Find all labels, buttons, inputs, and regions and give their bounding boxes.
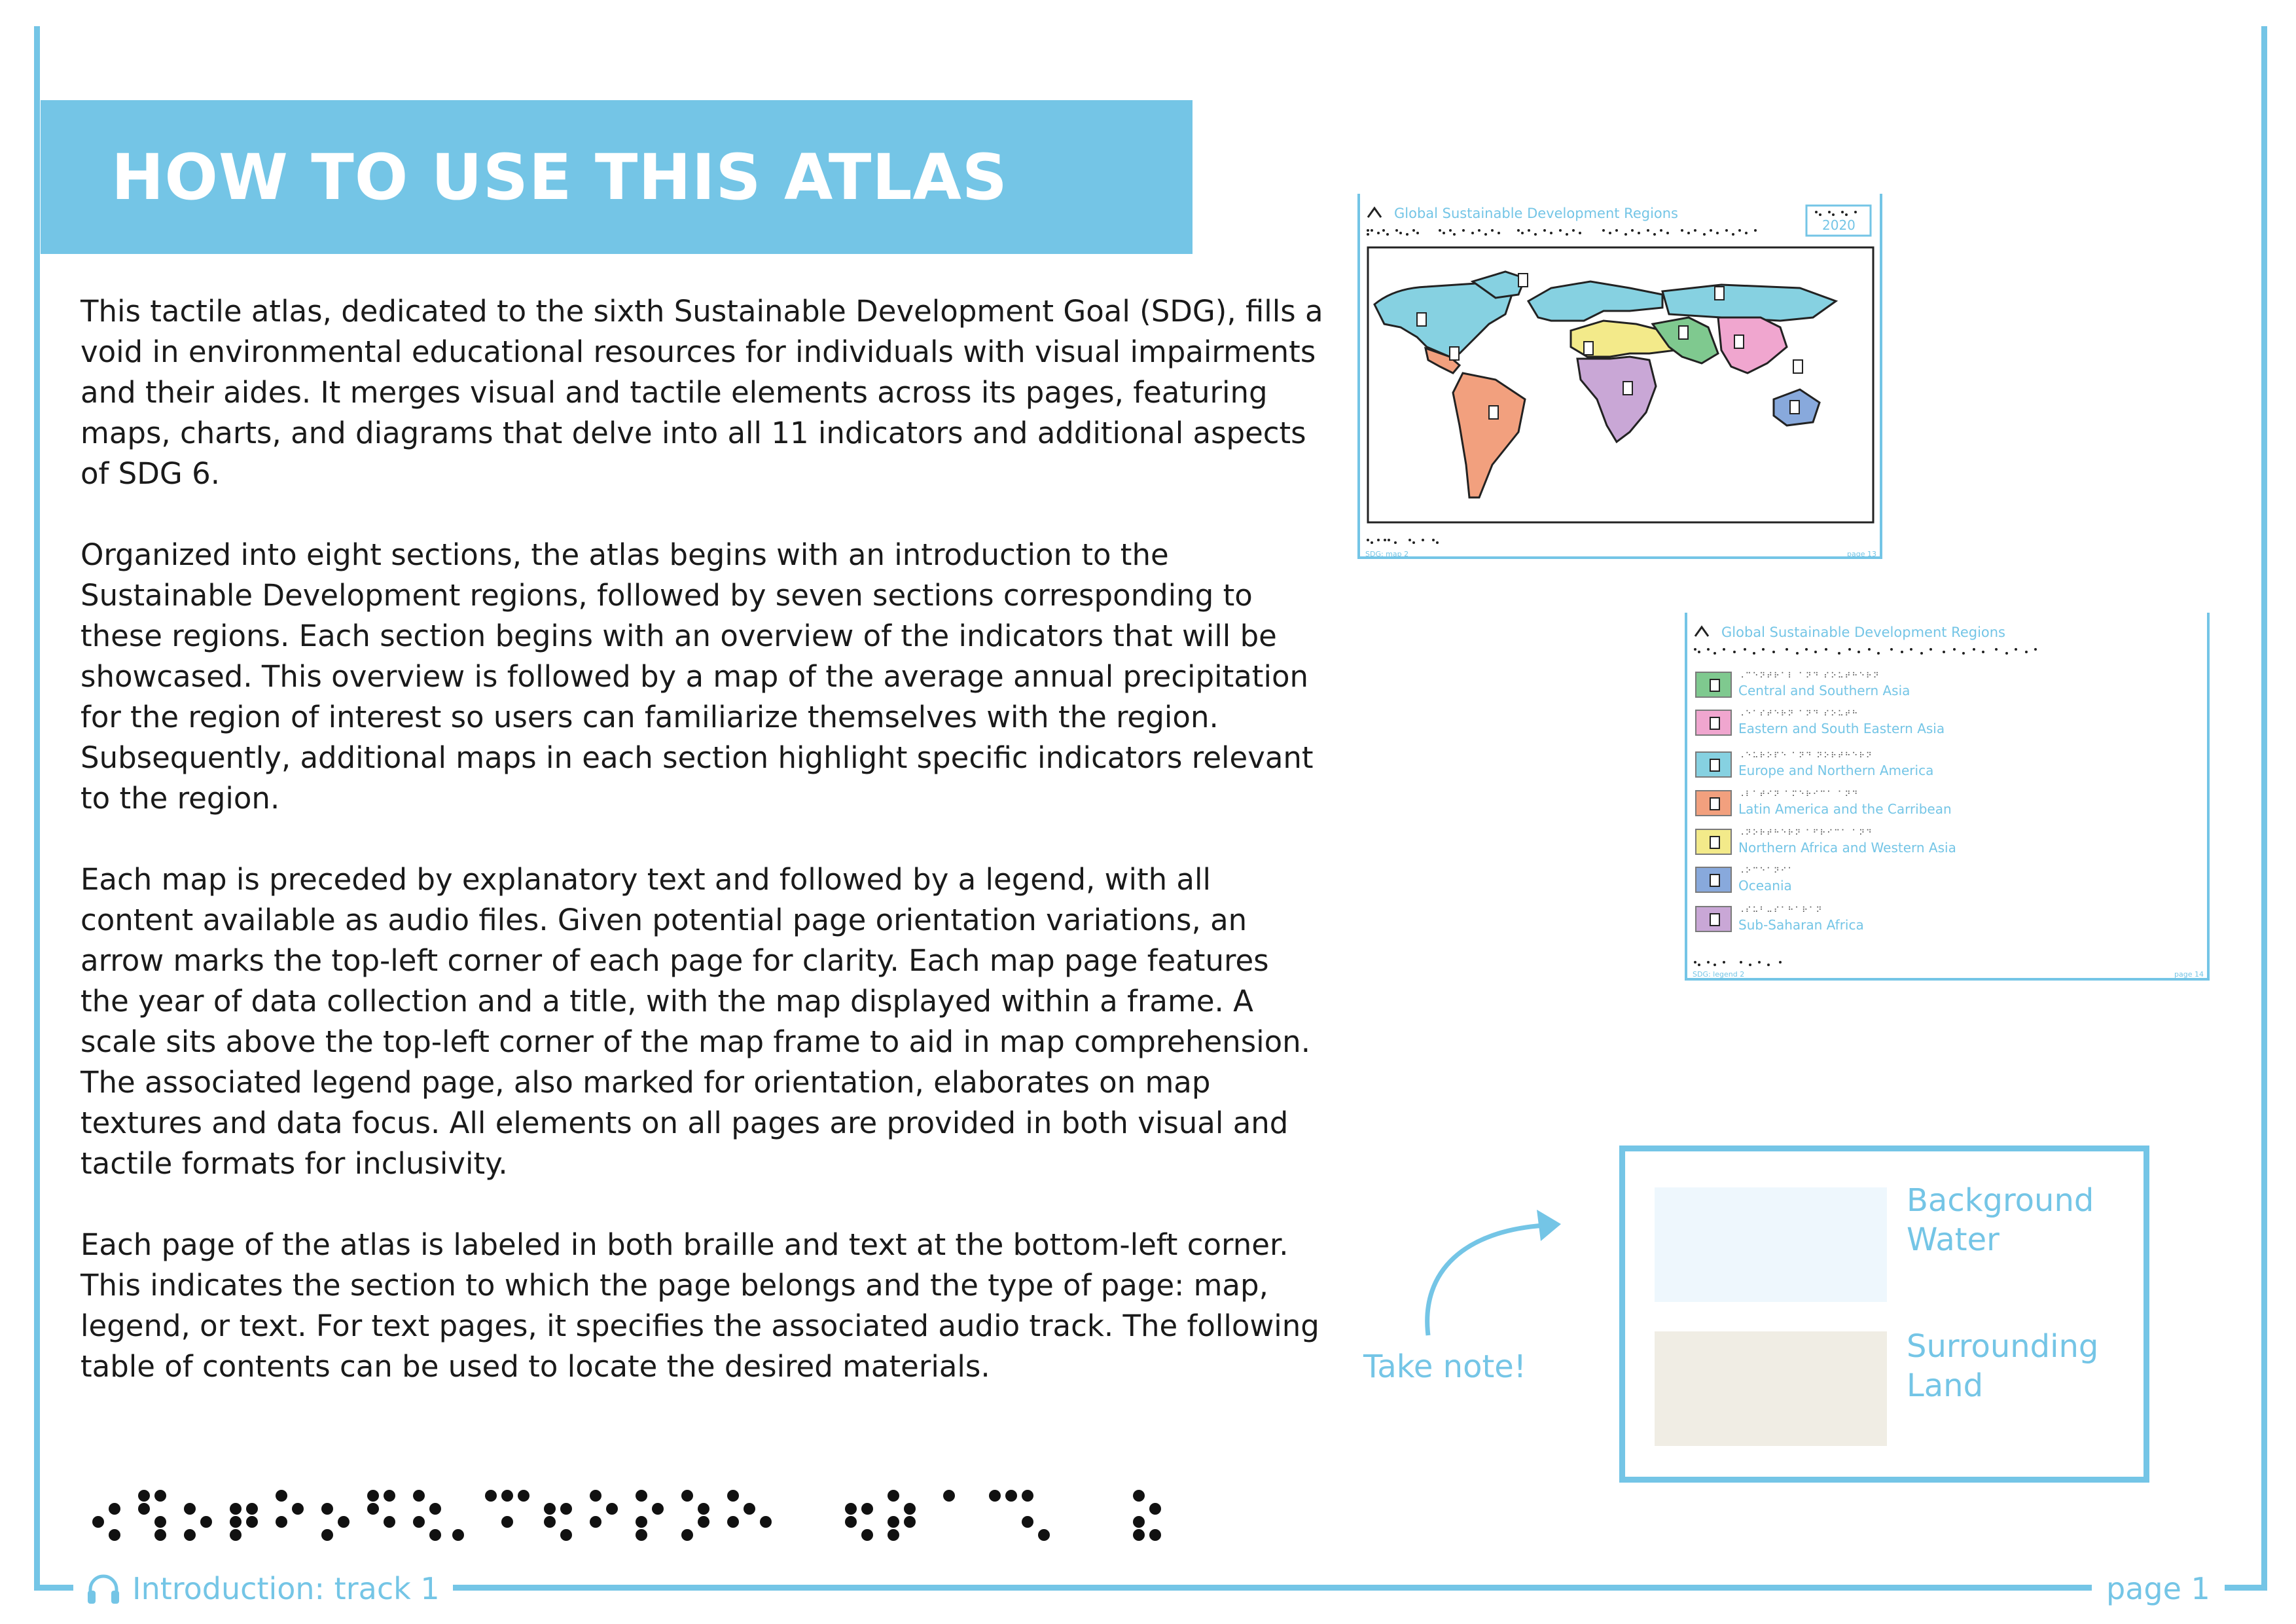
legend-row-europe-north-america: ⠠⠑⠥⠗⠕⠏⠑ ⠁⠝⠙ ⠝⠕⠗⠞⠓⠑⠗⠝ Europe and Northern America bbox=[1695, 751, 1933, 778]
map-thumbnail-page-number: page 13 bbox=[1847, 550, 1876, 558]
legend-row-north-africa-west-asia: ⠠⠝⠕⠗⠞⠓⠑⠗⠝ ⠁⠋⠗⠊⠉⠁ ⠁⠝⠙ Northern Africa and Western Asia bbox=[1695, 829, 1956, 855]
page-title: HOW TO USE THIS ATLAS bbox=[111, 141, 1008, 214]
paragraph-sections: Organized into eight sections, the atlas begins with an introduction to the Sustainable Development regions, followed by seven sections corresponding to these regions. Each section begins with an overview of the indicators that will be showcased. This overview is followed by a map of the average annual precipitation for the region of interest so users can familiarize themselves with the region. Subsequently, additional maps in each section highlight specific indicators relevant to the region. bbox=[81, 537, 1314, 816]
legend-row-sub-saharan-africa: ⠠⠎⠥⠃⠤⠎⠁⠓⠁⠗⠁⠝ Sub-Saharan Africa bbox=[1695, 906, 1864, 932]
map-thumbnail-title: Global Sustainable Development Regions bbox=[1394, 206, 1678, 221]
paragraph-labels: Each page of the atlas is labeled in both braille and text at the bottom-left corner. This indicates the section to which the page belongs and the type of page: map, legend, or text. For text pages, it specifies the associated audio track. The following table of contents can be used to locate the desired materials. bbox=[81, 1227, 1319, 1384]
body-text bbox=[81, 291, 1324, 1428]
map-thumbnail-frame bbox=[1355, 190, 1885, 563]
legend-row-latin-america: ⠠⠇⠁⠞⠊⠝ ⠁⠍⠑⠗⠊⠉⠁ ⠁⠝⠙ Latin America and the Carribean bbox=[1695, 790, 1952, 816]
legend-row-oceania: ⠠⠕⠉⠑⠁⠝⠊⠁ Oceania bbox=[1695, 867, 1795, 893]
legend-swatch bbox=[1695, 710, 1732, 736]
legend-swatch bbox=[1695, 906, 1732, 932]
orientation-arrow-icon bbox=[1368, 208, 1381, 217]
legend-thumbnail-page-number: page 14 bbox=[2174, 970, 2204, 979]
legend-thumbnail-title: Global Sustainable Development Regions bbox=[1721, 624, 2005, 640]
map-page-thumbnail bbox=[1355, 190, 1885, 563]
legend-page-thumbnail bbox=[1682, 609, 2212, 984]
headphones-icon bbox=[86, 1572, 120, 1605]
surrounding-land-label-line2: Land bbox=[1907, 1367, 1984, 1404]
paragraph-maps: Each map is preceded by explanatory text and followed by a legend, with all content available as audio files. Given potential page orientation variations, an arrow marks the top-left corner of each page for clarity. Each map page features the year of data collection and a title, with the map displayed within a frame. A scale sits above the top-left corner of the map frame to aid in map comprehension. The associated legend page, also marked for orientation, elaborates on map textures and data focus. All elements on all pages are provided in both visual and tactile formats for inclusivity. bbox=[81, 862, 1310, 1181]
page-frame-right bbox=[2261, 26, 2267, 1591]
legend-row-east-southeast-asia: ⠠⠑⠁⠎⠞⠑⠗⠝ ⠁⠝⠙ ⠎⠕⠥⠞⠓ Eastern and South Eastern Asia bbox=[1695, 710, 1945, 736]
surrounding-land-swatch bbox=[1655, 1331, 1887, 1446]
braille-text bbox=[79, 1470, 1165, 1548]
legend-label: Latin America and the Carribean bbox=[1738, 801, 1952, 817]
section-track-label: Introduction: track 1 bbox=[132, 1571, 440, 1606]
legend-row-central-southern-asia: ⠠⠉⠑⠝⠞⠗⠁⠇ ⠁⠝⠙ ⠎⠕⠥⠞⠓⠑⠗⠝ Central and Southern Asia bbox=[1695, 672, 1910, 698]
map-thumbnail-year: 2020 bbox=[1822, 217, 1856, 233]
legend-label: Northern Africa and Western Asia bbox=[1738, 840, 1956, 856]
page-frame-left bbox=[34, 26, 40, 1591]
page-section-label bbox=[73, 1566, 453, 1612]
background-water-label-line2: Water bbox=[1907, 1221, 2000, 1258]
legend-swatch bbox=[1695, 790, 1732, 816]
surrounding-land-label bbox=[1907, 1327, 2098, 1405]
legend-label: Oceania bbox=[1738, 878, 1792, 893]
legend-swatch bbox=[1695, 829, 1732, 855]
legend-swatch bbox=[1695, 751, 1732, 778]
orientation-arrow-icon bbox=[1695, 627, 1708, 636]
legend-swatch bbox=[1695, 867, 1732, 893]
paragraph-intro: This tactile atlas, dedicated to the sixth Sustainable Development Goal (SDG), fills a void in environmental educational resources for individuals with visual impairments and their aides. It merges visual and tactile elements across its pages, featuring maps, charts, and diagrams that delve into all 11 indicators and additional aspects of SDG 6. bbox=[81, 294, 1323, 491]
take-note-label: Take note! bbox=[1363, 1348, 1527, 1385]
note-box bbox=[1619, 1146, 2149, 1483]
background-water-label bbox=[1907, 1181, 2094, 1259]
map-thumbnail-page-label: SDG: map 2 bbox=[1365, 550, 1409, 558]
legend-swatch bbox=[1695, 672, 1732, 698]
legend-label: Sub-Saharan Africa bbox=[1738, 917, 1864, 933]
title-banner bbox=[41, 100, 1193, 254]
page-number-label: page 1 bbox=[2106, 1571, 2210, 1606]
page-number bbox=[2092, 1566, 2225, 1612]
background-water-label-line1: Background bbox=[1907, 1182, 2094, 1219]
legend-thumbnail-page-label: SDG: legend 2 bbox=[1693, 970, 1745, 979]
curved-arrow-icon bbox=[1414, 1191, 1584, 1342]
legend-label: Eastern and South Eastern Asia bbox=[1738, 721, 1945, 736]
legend-label: Central and Southern Asia bbox=[1738, 683, 1910, 698]
surrounding-land-label-line1: Surrounding bbox=[1907, 1328, 2099, 1365]
background-water-swatch bbox=[1655, 1187, 1887, 1302]
legend-label: Europe and Northern America bbox=[1738, 763, 1934, 778]
